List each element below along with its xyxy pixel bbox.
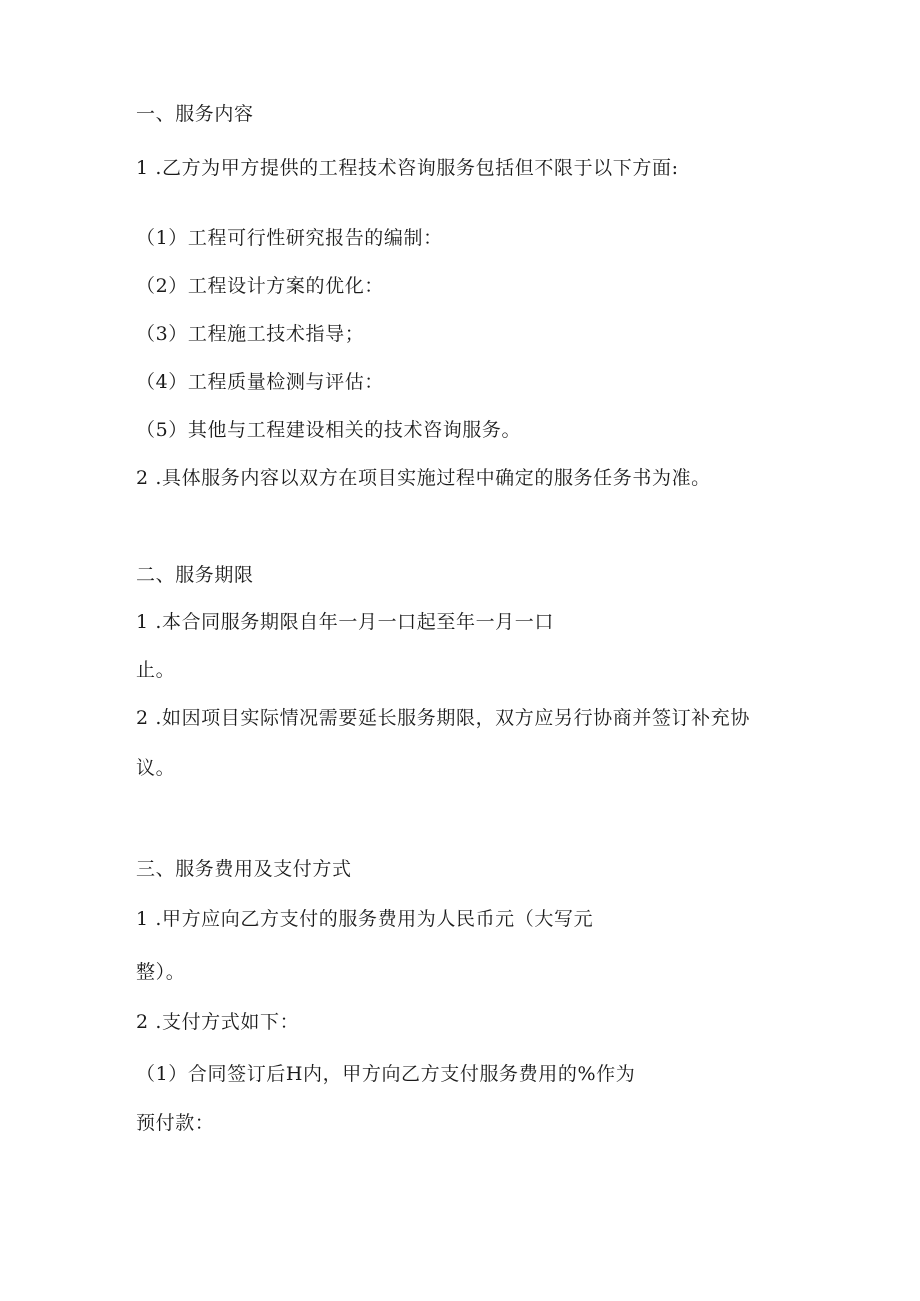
paragraph-fee-amount: 1 .甲方应向乙方支付的服务费用为人民币元（大写元 bbox=[136, 908, 594, 930]
section-heading-service-content: 一、服务内容 bbox=[136, 103, 254, 125]
paragraph-service-scope: 1 .乙方为甲方提供的工程技术咨询服务包括但不限于以下方面: bbox=[136, 157, 679, 179]
paragraph-service-basis: 2 .具体服务内容以双方在项目实施过程中确定的服务任务书为准。 bbox=[136, 467, 711, 489]
paragraph-term-end: 止。 bbox=[136, 659, 176, 681]
list-item-other: （5）其他与工程建设相关的技术咨询服务。 bbox=[136, 419, 522, 441]
list-item-advance-payment: （1）合同签订后H内，甲方向乙方支付服务费用的%作为 bbox=[136, 1063, 636, 1085]
paragraph-term-extension: 2 .如因项目实际情况需要延长服务期限，双方应另行协商并签订补充协 bbox=[136, 707, 750, 729]
paragraph-term-extension-cont: 议。 bbox=[136, 757, 176, 779]
section-heading-fees-payment: 三、服务费用及支付方式 bbox=[136, 858, 352, 880]
paragraph-payment-method: 2 .支付方式如下： bbox=[136, 1011, 300, 1033]
list-item-design: （2）工程设计方案的优化： bbox=[136, 275, 384, 297]
list-item-advance-payment-cont: 预付款： bbox=[136, 1112, 215, 1134]
list-item-construction: （3）工程施工技术指导； bbox=[136, 323, 365, 345]
list-item-feasibility: （1）工程可行性研究报告的编制： bbox=[136, 227, 443, 249]
list-item-quality: （4）工程质量检测与评估： bbox=[136, 371, 384, 393]
paragraph-fee-amount-cont: 整）。 bbox=[136, 961, 186, 983]
section-heading-service-term: 二、服务期限 bbox=[136, 564, 254, 586]
paragraph-term-start: 1 .本合同服务期限自年一月一口起至年一月一口 bbox=[136, 611, 554, 633]
